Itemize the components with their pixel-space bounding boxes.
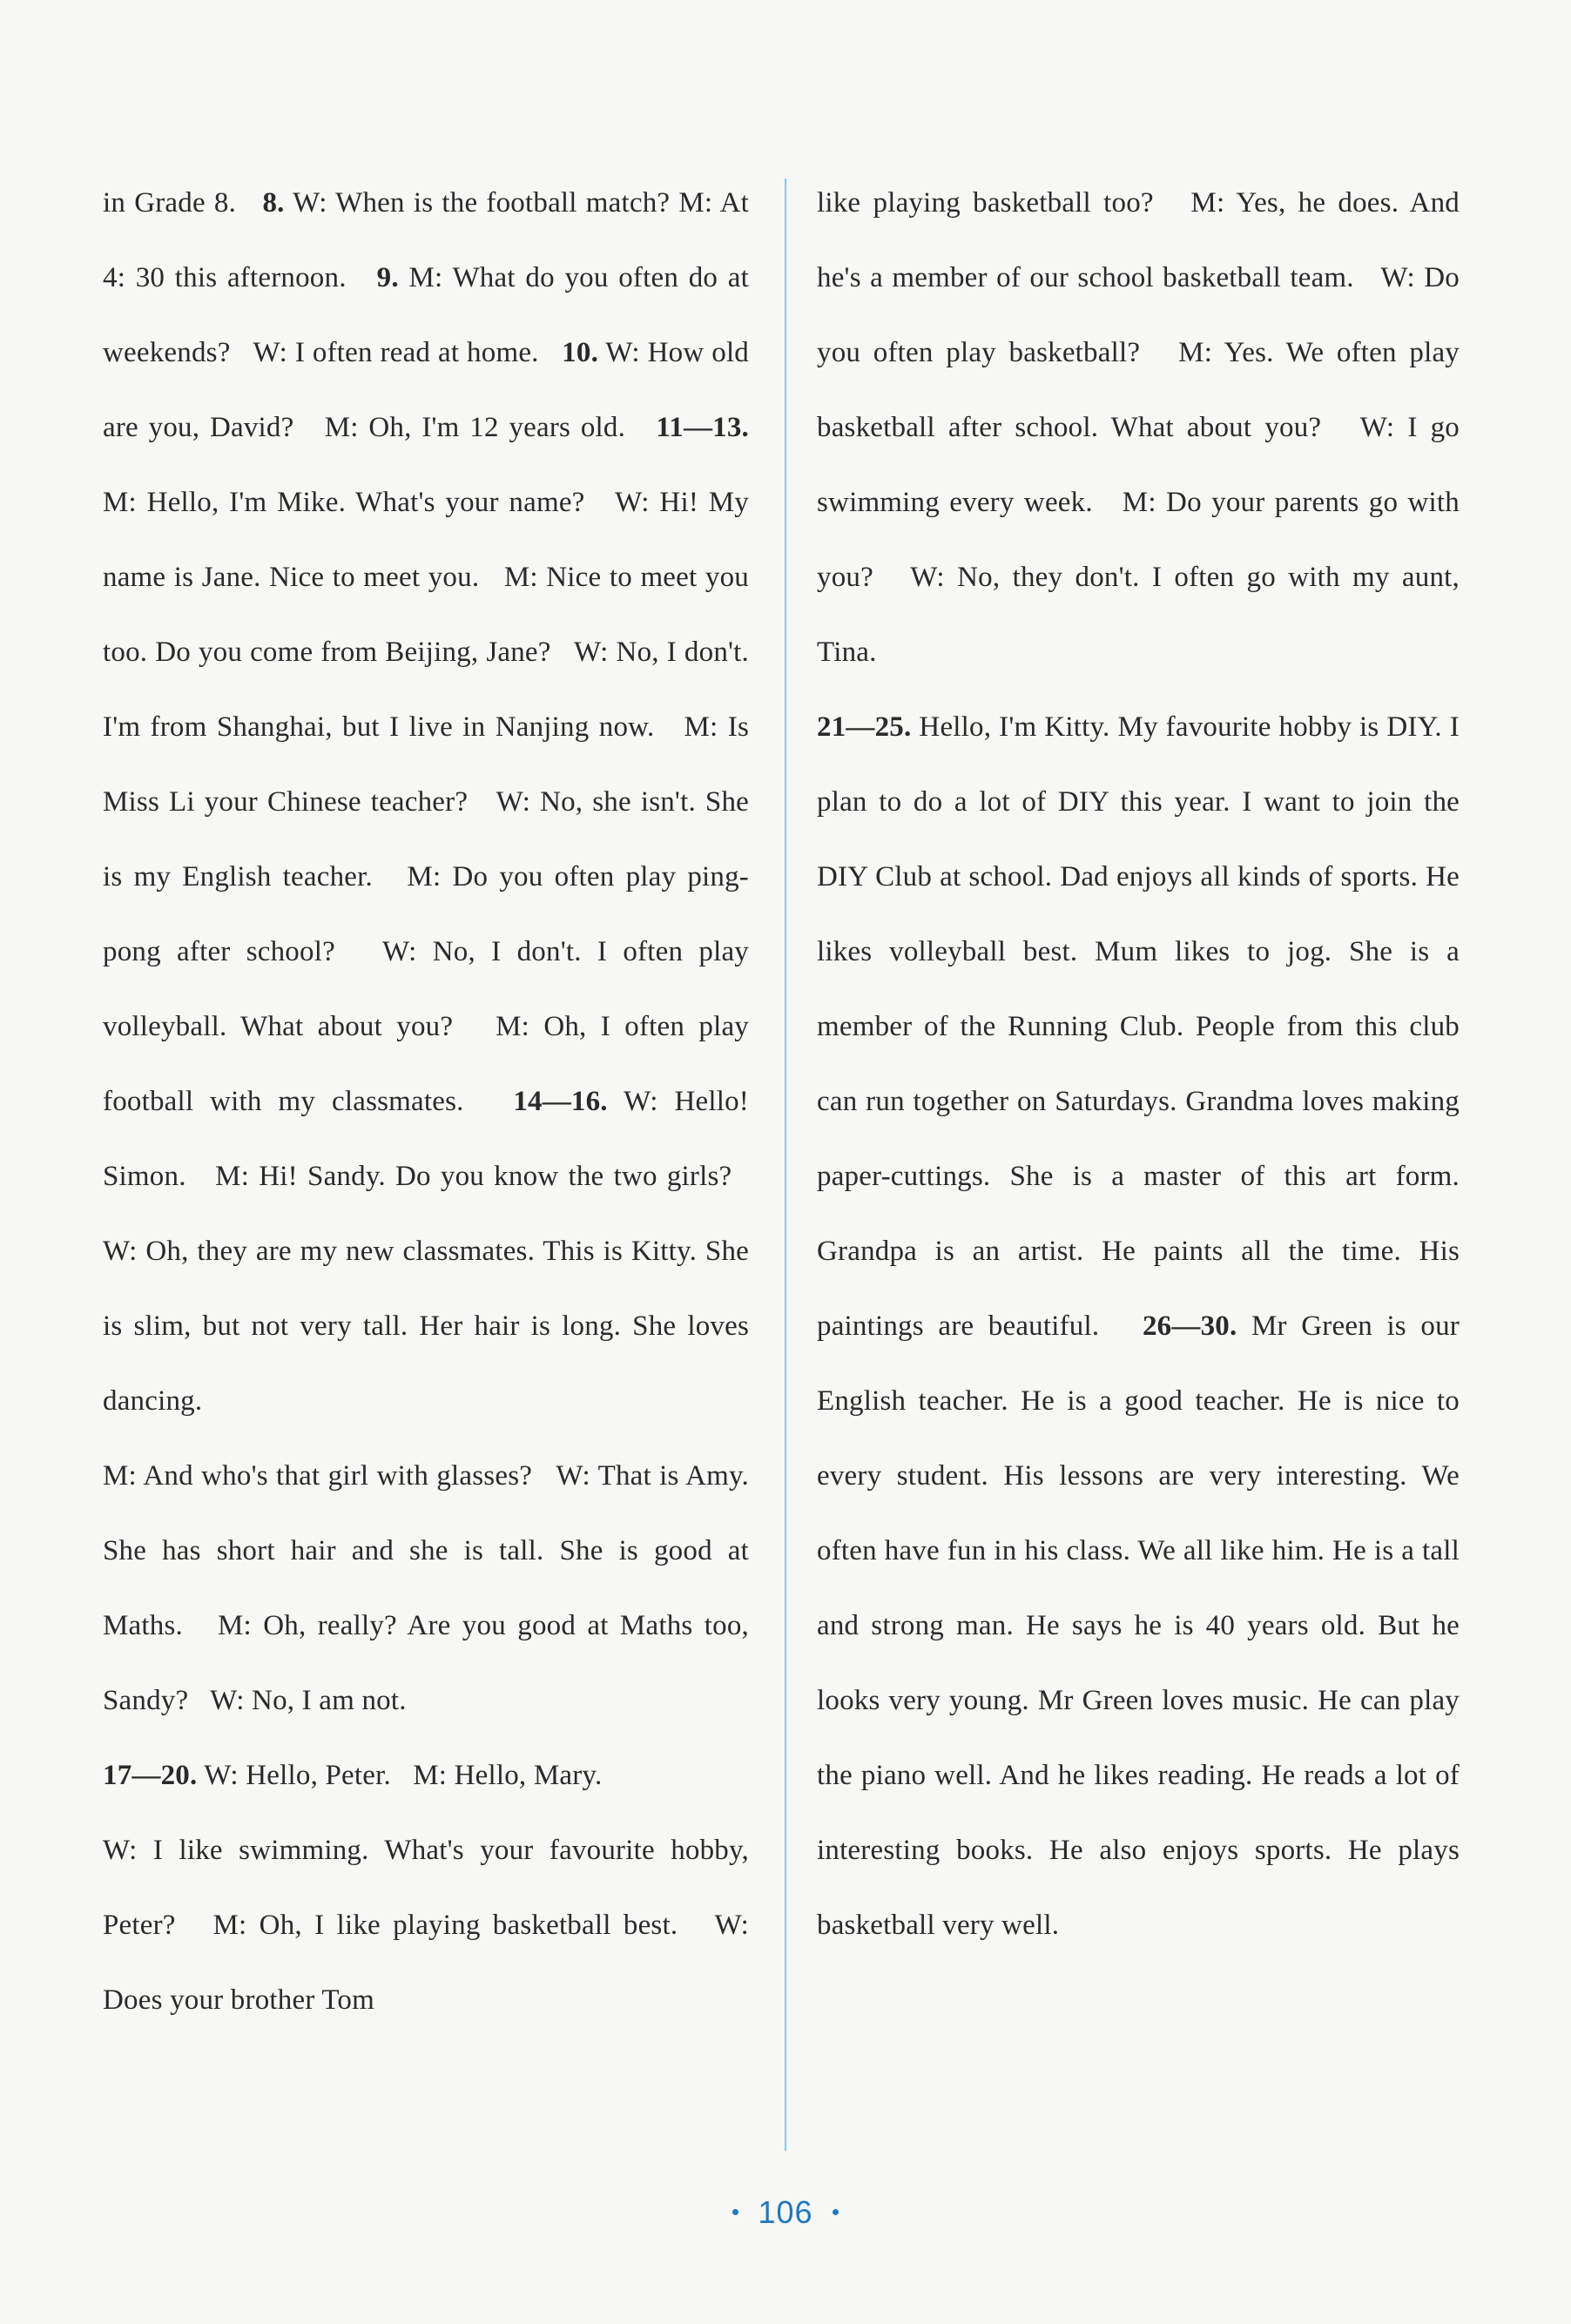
text-segment: in Grade 8.: [103, 187, 263, 219]
question-number: 11—13.: [656, 412, 749, 443]
listening-script-paragraph: [817, 690, 1460, 1963]
question-number: 8.: [262, 187, 285, 219]
text-segment: W: How old are you, David? M: Oh, I'm 12 years old.: [103, 337, 750, 443]
bullet-dot-icon: [732, 2209, 738, 2215]
text-segment: Hello, I'm Kitty. My favourite hobby is DIY. I plan to do a lot of DIY this year. I want to join the DIY Club at school. Dad enjoys all kinds of sports. He likes volleyball best. Mum likes to jog. She is a member of the Running Club. People from this club can run together on Saturdays. Grandma loves making paper-cuttings. She is a master of this art form. Grandpa is an artist. He paints all the time. His paintings are beautiful.: [817, 711, 1460, 1342]
question-number: 14—16.: [513, 1086, 608, 1117]
question-number: 26—30.: [1142, 1310, 1237, 1342]
listening-script-paragraph: like playing basketball too? M: Yes, he does. And he's a member of our school basketball team. W: Do you often play basketball? M: Yes. We often play basketball after school. What about you? W: I go swimming every week. M: Do your parents go with you? W: No, they don't. I often go with my aunt, Tina.: [817, 187, 1460, 668]
text-segment: Mr Green is our English teacher. He is a good teacher. He is nice to every student. His lessons are very interesting. We often have fun in his class. We all like him. He is a tall and strong man. He says he is 40 years old. But he looks very young. Mr Green loves music. He can play the piano well. And he likes reading. He reads a lot of interesting books. He also enjoys sports. He plays basketball very well.: [817, 1310, 1460, 1941]
listening-script-paragraph: [103, 165, 749, 1438]
text-segment: M: What do you often do at weekends? W: I often read at home.: [103, 262, 749, 368]
page-number: [0, 2194, 1571, 2231]
text-segment: W: Hello, Peter. M: Hello, Mary.: [197, 1760, 603, 1791]
question-number: 17—20.: [103, 1760, 198, 1791]
text-segment: W: When is the football match? M: At 4: 30 this afternoon.: [103, 187, 749, 293]
text-segment: M: Hello, I'm Mike. What's your name? W: Hi! My name is Jane. Nice to meet you. M: Nice to meet you too. Do you come from Beijing, Jane? W: No, I don't. I'm from Shanghai, but I live in Nanjing now. M: Is Miss Li your Chinese teacher? W: No, she isn't. She is my English teacher. M: Do you often play ping-pong after school? W: No, I don't. I often play volleyball. What about you? M: Oh, I often play football with my classmates.: [103, 487, 749, 1117]
text-segment: W: Hello! Simon. M: Hi! Sandy. Do you know the two girls? W: Oh, they are my new classmates. This is Kitty. She is slim, but not very tall. Her hair is long. She loves dancing.: [103, 1086, 749, 1417]
left-column: [103, 165, 749, 2038]
question-number: 9.: [376, 262, 399, 293]
listening-script-paragraph: [103, 1738, 749, 1813]
page-number-text: 106: [758, 2194, 813, 2230]
listening-script-paragraph: M: And who's that girl with glasses? W: That is Amy. She has short hair and she is tall. She is good at Maths. M: Oh, really? Are you good at Maths too, Sandy? W: No, I am not.: [103, 1460, 749, 1716]
right-column: [817, 165, 1460, 1963]
bullet-dot-icon: [833, 2209, 839, 2215]
column-divider: [785, 179, 786, 2151]
question-number: 10.: [562, 337, 599, 368]
question-number: 21—25.: [817, 711, 912, 743]
listening-script-paragraph: W: I like swimming. What's your favourite hobby, Peter? M: Oh, I like playing basketball best. W: Does your brother Tom: [103, 1835, 749, 2016]
